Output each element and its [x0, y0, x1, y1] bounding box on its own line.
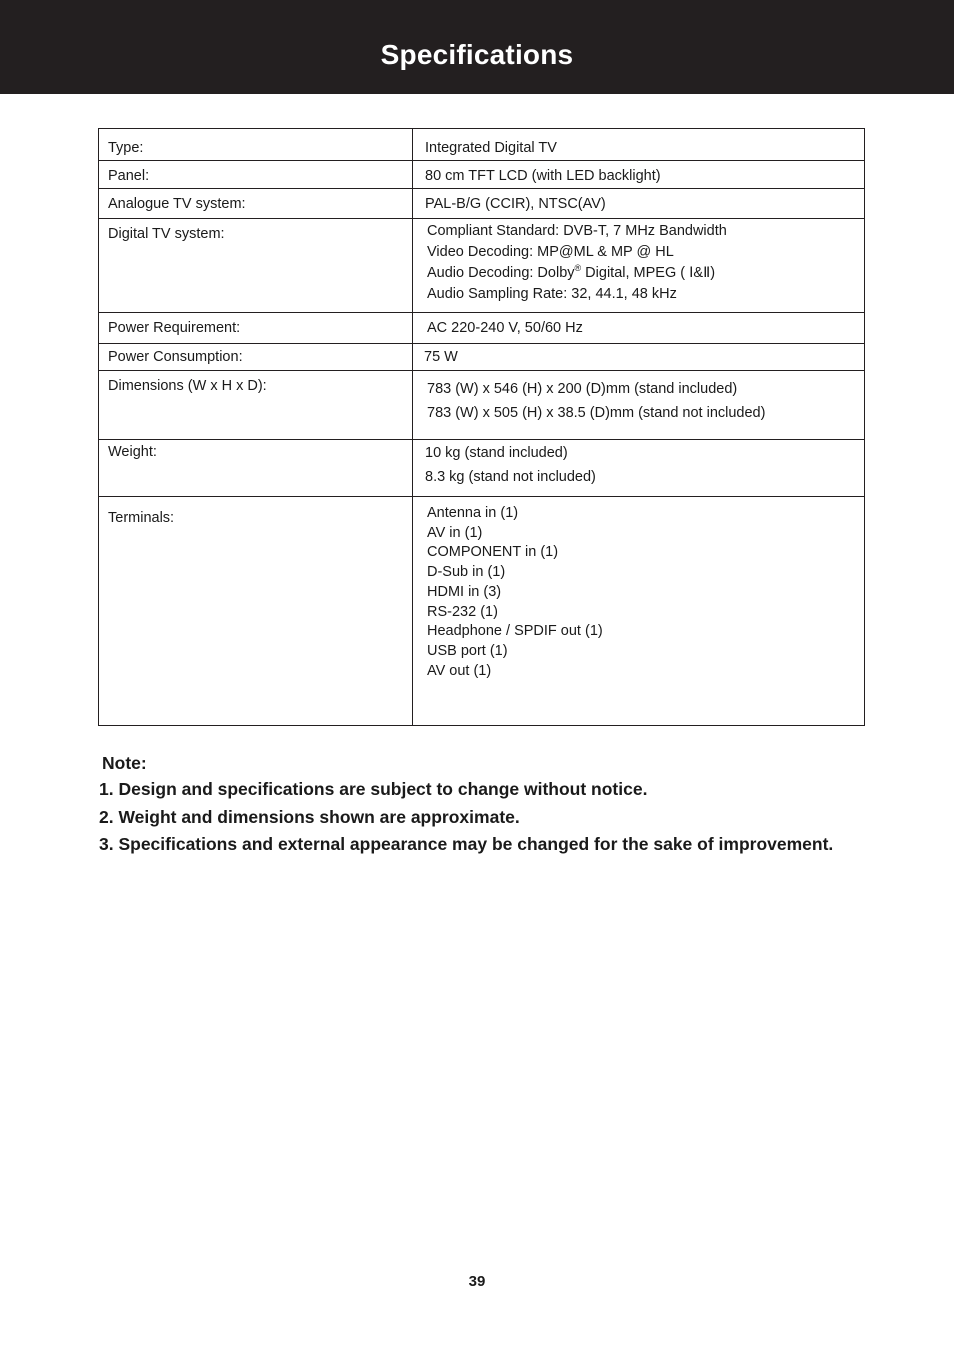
- page-number: 39: [468, 1273, 486, 1290]
- table-row: [99, 219, 865, 313]
- specifications-table: [98, 128, 865, 726]
- spec-value-digital-tv-system: Compliant Standard: DVB-T, 7 MHz Bandwidth Video Decoding: MP@ML & MP @ HL Audio Decoding: Dolby® Digital, MPEG ( Ⅰ&Ⅱ) Audio Sampling Rate: 32, 44.1, 48 kHz: [413, 219, 865, 313]
- spec-label-weight: Weight:: [99, 440, 413, 497]
- table-row: [99, 129, 865, 161]
- spec-value-terminals: Antenna in (1) AV in (1) COMPONENT in (1) D-Sub in (1) HDMI in (3) RS-232 (1) Headphone / SPDIF out (1) USB port (1) AV out (1): [413, 497, 865, 726]
- note-item: 2. Weight and dimensions shown are approximate.: [99, 806, 520, 827]
- spec-label-dimensions: Dimensions (W x H x D):: [99, 371, 413, 440]
- table-row: [99, 440, 865, 497]
- spec-label-panel: Panel:: [99, 161, 413, 189]
- table-row: [99, 344, 865, 371]
- note-item: 3. Specifications and external appearance may be changed for the sake of improvement.: [99, 834, 834, 854]
- spec-value-dimensions: 783 (W) x 546 (H) x 200 (D)mm (stand included) 783 (W) x 505 (H) x 38.5 (D)mm (stand not included): [413, 371, 865, 440]
- table-row: [99, 161, 865, 189]
- page-title: Specifications: [380, 39, 574, 70]
- table-row: [99, 371, 865, 440]
- spec-value-power-consumption: 75 W: [413, 344, 865, 371]
- spec-label-terminals: Terminals:: [99, 497, 413, 726]
- notes-section: [99, 750, 879, 859]
- spec-label-power-consumption: Power Consumption:: [99, 344, 413, 371]
- table-row: [99, 313, 865, 344]
- spec-label-type: Type:: [99, 129, 413, 161]
- spec-label-analogue-tv-system: Analogue TV system:: [99, 189, 413, 219]
- spec-value-power-requirement: AC 220-240 V, 50/60 Hz: [413, 313, 865, 344]
- notes-title: Note:: [102, 753, 147, 773]
- note-item: 1. Design and specifications are subject to change without notice.: [99, 779, 648, 799]
- page-header: [0, 0, 954, 94]
- table-row: [99, 497, 865, 726]
- spec-value-type: Integrated Digital TV: [413, 129, 865, 161]
- spec-label-digital-tv-system: Digital TV system:: [99, 219, 413, 313]
- dolby-audio-line: Audio Decoding: Dolby® Digital, MPEG ( Ⅰ&Ⅱ): [427, 263, 716, 281]
- spec-value-panel: 80 cm TFT LCD (with LED backlight): [413, 161, 865, 189]
- table-row: [99, 189, 865, 219]
- spec-value-weight: 10 kg (stand included) 8.3 kg (stand not included): [413, 440, 865, 497]
- spec-value-analogue-tv-system: PAL-B/G (CCIR), NTSC(AV): [413, 189, 865, 219]
- spec-label-power-requirement: Power Requirement:: [99, 313, 413, 344]
